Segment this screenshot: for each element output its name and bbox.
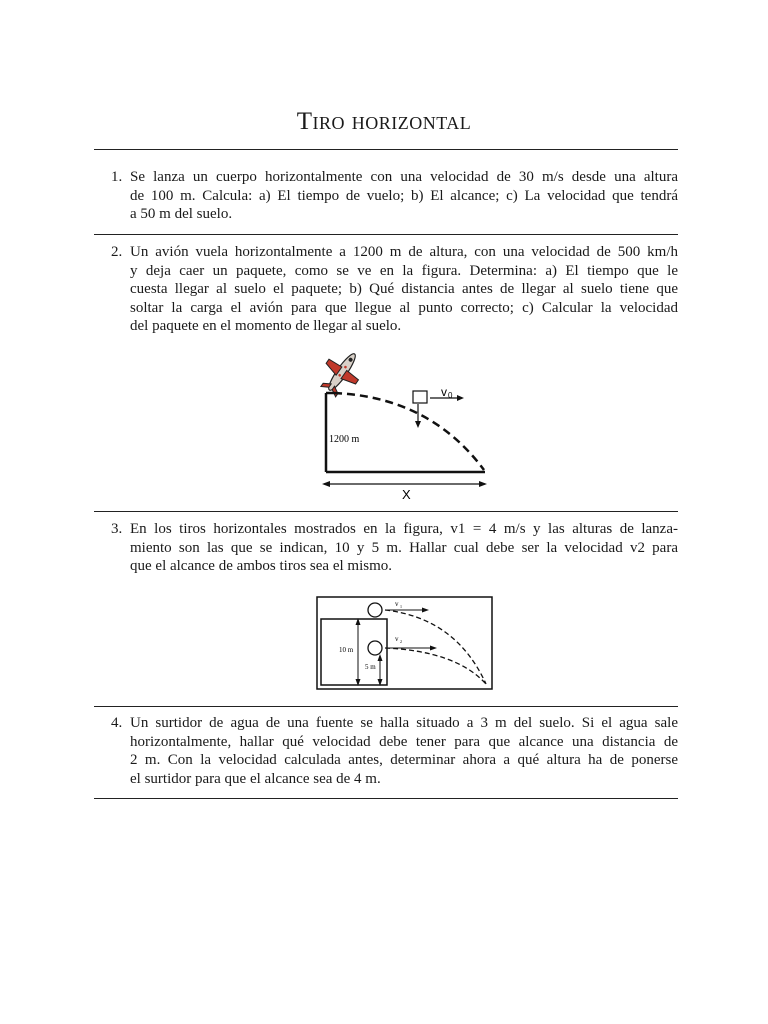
text-line: Se lanza un cuerpo horizontalmente con una velocidad de 30 m/s desde una altura [130,169,678,185]
text-line: que el alcance de ambos tiros sea el mismo. [130,558,392,575]
problem-text [130,243,678,336]
v2-subscript: 2 [400,639,402,644]
page-title: Tiro horizontal [296,108,472,135]
divider [94,706,678,707]
v1-label: v [395,600,399,608]
text-line: del paquete en el momento de llegar al suelo. [130,318,402,335]
divider [94,511,678,512]
v1-subscript: 1 [400,604,402,609]
text-line: soltar la carga el avión para que llegue al punto correcto; c) Calcular la velocidad [130,299,678,316]
text-line: cuesta llegar al suelo el paquete; b) Qué distancia antes de llegar al suelo tiene que [130,281,678,298]
velocity-label: v [441,385,447,399]
problem-text [130,168,678,224]
height-label: 1200 m [329,434,360,445]
divider [94,149,678,150]
text-line: Un surtidor de agua de una fuente se halla situado a 3 m del suelo. Si el agua sale [130,715,678,731]
text-line: Un avión vuela horizontalmente a 1200 m de altura, con una velocidad de 500 km/h [130,244,678,260]
problem-number: 4. [111,715,123,731]
divider [94,798,678,799]
text-line: En los tiros horizontales mostrados en la figura, v1 = 4 m/s y las alturas de lanza- [130,521,678,537]
figure-airplane-drop [310,345,500,505]
text-line: horizontalmente, hallar qué velocidad debe tener para que alcance una distancia de [130,733,678,750]
problem-number: 1. [111,169,123,185]
problem-text [130,714,678,788]
v2-label: v [395,635,399,643]
text-line: miento son las que se indican, 10 y 5 m. Hallar cual debe ser la velocidad v2 para [130,539,678,556]
text-line: y deja caer un paquete, como se ve en la figura. Determina: a) El tiempo que le [130,262,678,279]
text-line: el surtidor para que el alcance sea de 4 m. [130,770,381,787]
problem-number: 3. [111,521,123,537]
text-line: 2 m. Con la velocidad calculada antes, determinar ahora a qué altura ha de ponerse [130,752,678,769]
problem-text [130,520,678,576]
text-line: a 50 m del suelo. [130,206,233,223]
divider [94,234,678,235]
height1-label: 10 m [339,646,354,654]
velocity-subscript: 0 [448,391,453,400]
height2-label: 5 m [365,663,376,671]
text-line: de 100 m. Calcula: a) El tiempo de vuelo; b) El alcance; c) La velocidad que tendrá [130,187,678,204]
distance-label: X [402,487,411,502]
problem-number: 2. [111,244,123,260]
figure-two-throws [316,596,493,691]
